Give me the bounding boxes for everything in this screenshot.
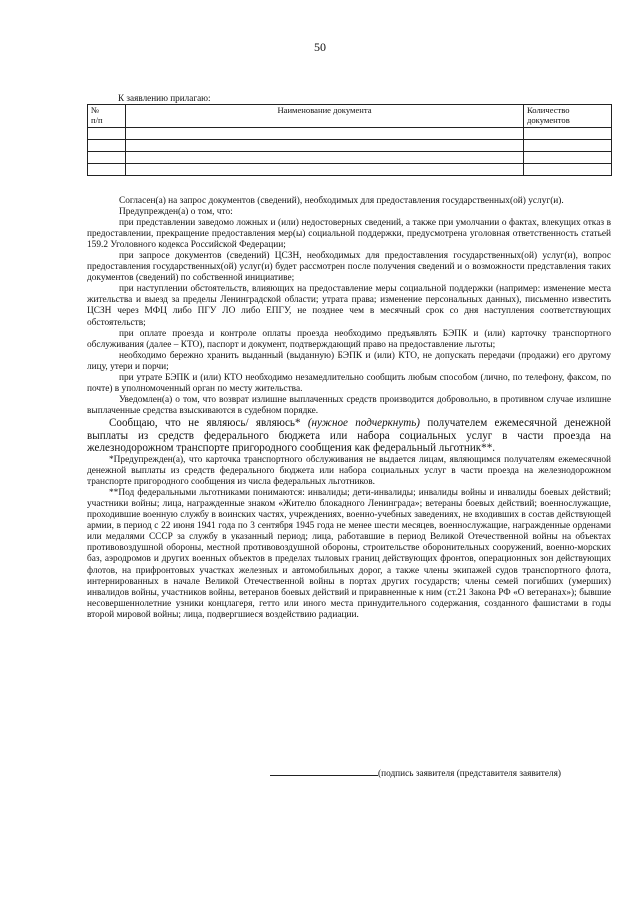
- signature-block: [270, 766, 561, 779]
- warning-card-storage: необходимо бережно хранить выданный (выданную) БЭПК и (или) КТО, не допускать передачи (продажи) его другому лицу, утери и порчи;: [87, 350, 611, 372]
- footnote-double-star: **Под федеральными льготниками понимаются: инвалиды; дети-инвалиды; инвалиды войны и инвалиды боевых действий; участники войны; лица, награжденные знаком «Жителю блокадного Ленинграда»; ветераны боевых действий; военнослужащие, проходившие военную службу в воинских частях, учреждениях, военно-учебных заведениях, не входивших в состав действующей армии, в период с 22 июня 1941 года по 3 сентября 1945 года не менее шести месяцев, военнослужащие, награжденные орденами или медалями СССР за службу в указанный период; лица, работавшие в период Великой Отечественной войны на объектах противовоздушной обороны, местной противовоздушной обороны, строительстве оборонительных сооружений, военно-морских баз, аэродромов и других военных объектов в пределах тыловых границ действующих фронтов, операционных зон действующих флотов, на прифронтовых участках железных и автомобильных дорог, а также члены экипажей судов транспортного флота, интернированных в начале Великой Отечественной войны в портах других государств; члены семей погибших (умерших) инвалидов войны, участников войны, ветеранов боевых действий и приравненные к ним (ст.21 Закона РФ «О ветеранах»); бывшие несовершеннолетние узники концлагеря, гетто или иного места принудительного содержания, созданного фашистами в годы второй мировой войны; лица, подвергшиеся воздействию радиации.: [87, 488, 611, 620]
- refund-notice: Уведомлен(а) о том, что возврат излишне выплаченных средств производится добровольно, в противном случае излишне выплаченные средства взыскиваются в судебном порядке.: [87, 394, 611, 416]
- table-row: [88, 152, 612, 164]
- beneficiary-statement: Сообщаю, что не являюсь/ являюсь* (нужное подчеркнуть) получателем ежемесячной денежной выплаты из средств федерального бюджета или набора социальных услуг в части проезда на железнодорожном транспорте пригородного сообщения как федеральный льготник**.: [87, 416, 611, 455]
- signature-caption: (подпись заявителя (представителя заявителя): [378, 769, 562, 779]
- warning-document-request: при запросе документов (сведений) ЦСЗН, необходимых для предоставления государственных(ой) услуг(и), вопрос предоставления государственных(ой) услуг(и) будет рассмотрен после получения сведений и о возможности представления таких документов (сведений) по собственной инициативе;: [87, 251, 611, 284]
- warning-heading: Предупрежден(а) о том, что:: [119, 207, 233, 218]
- attachments-table: [87, 104, 612, 176]
- attachments-intro: К заявлению прилагаю:: [118, 93, 211, 103]
- warning-false-info: при представлении заведомо ложных и (или) недостоверных сведений, а также при умолчании о фактах, влекущих отказ в предоставлении, прекращение предоставления мер(ы) социальной поддержки, предусмотрена уголовная ответственность статьей 159.2 Уголовного кодекса Российской Федерации;: [87, 218, 611, 251]
- warning-card-loss: при утрате БЭПК и (или) КТО необходимо незамедлительно сообщить любым способом (лично, по телефону, факсом, по почте) в уполномоченный орган по месту жительства.: [87, 372, 611, 394]
- page-number: 50: [314, 40, 326, 54]
- document-body: [87, 196, 611, 621]
- table-header-row: [88, 105, 612, 128]
- table-row: [88, 128, 612, 140]
- warning-fare-payment: при оплате проезда и контроле оплаты проезда необходимо предъявлять БЭПК и (или) карточку транспортного обслуживания (далее – КТО), паспорт и документ, подтверждающий право на предоставление льготы;: [87, 328, 611, 350]
- consent-paragraph: Согласен(а) на запрос документов (сведений), необходимых для предоставления государственных(ой) услуг(и).: [119, 196, 564, 206]
- header-quantity: Количество документов: [524, 105, 612, 128]
- footnote-single-star: *Предупрежден(а), что карточка транспортного обслуживания не выдается лицам, являющимся получателям ежемесячной денежной выплаты из средств федерального бюджета или набора социальных услуг в части проезда на железнодорожном транспорте пригородного сообщения из числа федеральных льготников.: [87, 455, 611, 488]
- table-row: [88, 140, 612, 152]
- signature-line[interactable]: [270, 766, 378, 776]
- header-document-name: Наименование документа: [126, 105, 524, 128]
- warning-circumstances: при наступлении обстоятельств, влияющих на предоставление меры социальной поддержки (например: изменение места жительства и выезд за пределы Ленинградской области; утрата права; изменение персональных данных), письменно известить ЦСЗН через МФЦ либо ПГУ ЛО либо ЕПГУ, не позднее чем в месячный срок со дня наступления соответствующих обстоятельств;: [87, 284, 611, 328]
- table-row: [88, 164, 612, 176]
- header-number: № п/п: [88, 105, 126, 128]
